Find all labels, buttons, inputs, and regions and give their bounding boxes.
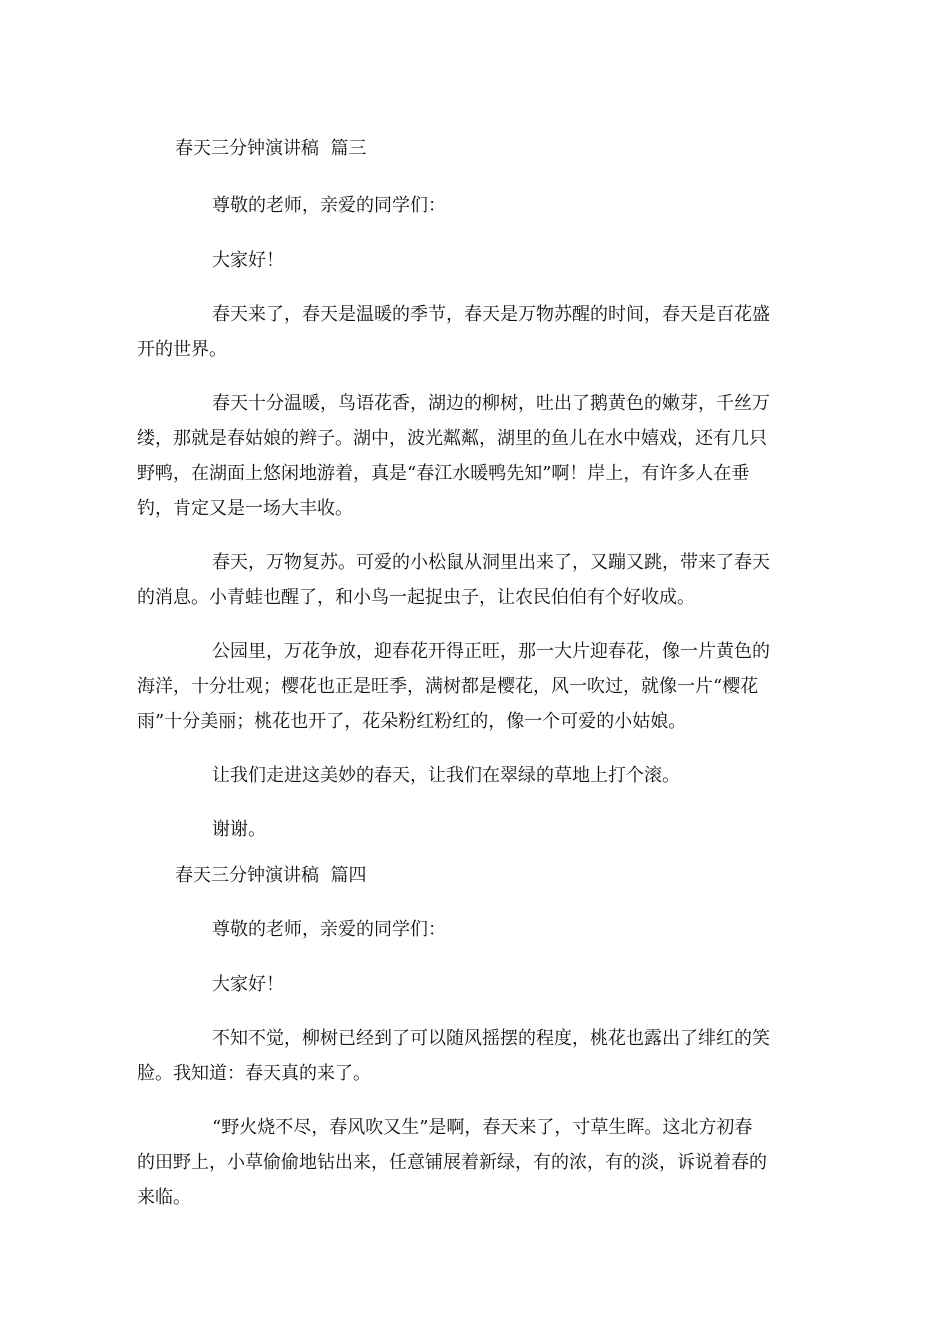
paragraph-line: 春天十分温暖，鸟语花香，湖边的柳树，吐出了鹅黄色的嫩芽，千丝万 [212, 393, 770, 414]
paragraph-line: 开的世界。 [137, 339, 227, 360]
paragraph-line: 脸。我知道：春天真的来了。 [137, 1063, 371, 1084]
thanks-line: 谢谢。 [212, 819, 266, 840]
greeting: 尊敬的老师，亲爱的同学们： [212, 919, 446, 940]
paragraph-line: 不知不觉，柳树已经到了可以随风摇摆的程度，桃花也露出了绯红的笑 [212, 1028, 770, 1049]
paragraph-line: 公园里，万花争放，迎春花开得正旺，那一大片迎春花，像一片黄色的 [212, 641, 770, 662]
paragraph-line: 雨”十分美丽；桃花也开了，花朵粉红粉红的，像一个可爱的小姑娘。 [137, 711, 687, 732]
paragraph-line: 春天来了，春天是温暖的季节，春天是万物苏醒的时间，春天是百花盛 [212, 304, 770, 325]
section-title: 春天三分钟演讲稿 篇三 [175, 138, 367, 159]
paragraph-line: 钓，肯定又是一场大丰收。 [137, 498, 353, 519]
paragraph-line: 的田野上，小草偷偷地钻出来，任意铺展着新绿，有的浓，有的淡，诉说着春的 [137, 1152, 767, 1173]
section-title: 春天三分钟演讲稿 篇四 [175, 865, 367, 886]
hello-line: 大家好！ [212, 250, 284, 271]
paragraph-line: 海洋，十分壮观；樱花也正是旺季，满树都是樱花，风一吹过，就像一片“樱花 [137, 676, 759, 697]
greeting: 尊敬的老师，亲爱的同学们： [212, 195, 446, 216]
paragraph-line: 缕，那就是春姑娘的辫子。湖中，波光粼粼，湖里的鱼儿在水中嬉戏，还有几只 [137, 428, 767, 449]
paragraph-line: “野火烧不尽，春风吹又生”是啊，春天来了，寸草生晖。这北方初春 [212, 1117, 753, 1138]
paragraph-line: 来临。 [137, 1187, 191, 1208]
paragraph-line: 春天，万物复苏。可爱的小松鼠从洞里出来了，又蹦又跳，带来了春天 [212, 552, 770, 573]
paragraph-line: 野鸭，在湖面上悠闲地游着，真是“春江水暖鸭先知”啊！岸上，有许多人在垂 [137, 463, 750, 484]
paragraph-line: 的消息。小青蛙也醒了，和小鸟一起捉虫子，让农民伯伯有个好收成。 [137, 587, 695, 608]
hello-line: 大家好！ [212, 974, 284, 995]
paragraph-line: 让我们走进这美妙的春天，让我们在翠绿的草地上打个滚。 [212, 765, 680, 786]
